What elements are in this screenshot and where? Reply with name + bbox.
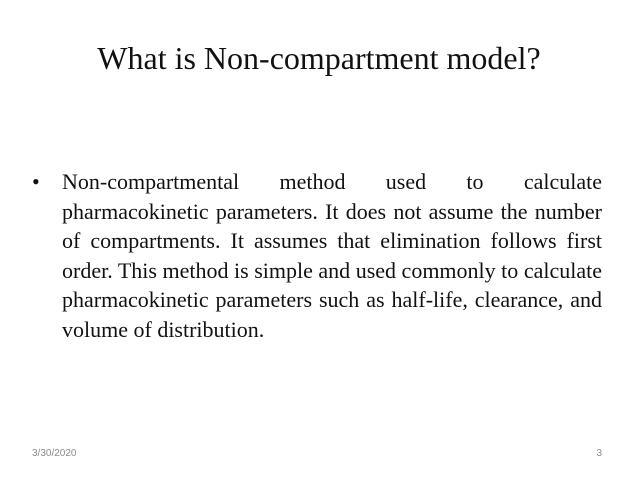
slide-title: What is Non-compartment model? — [97, 40, 541, 76]
slide-body — [32, 167, 602, 344]
footer-page-number: 3 — [596, 448, 602, 459]
bullet-icon: • — [32, 169, 40, 194]
bullet-item — [32, 167, 602, 344]
footer-date: 3/30/2020 — [32, 448, 77, 459]
bullet-text: Non-compartmental method used to calculate pharmacokinetic parameters. It does not assume the number of compartments. It assumes that elimination follows first order. This method is simple and used commonly to calculate pharmacokinetic parameters such as half-life, clearance, and volume of distribution. — [62, 169, 602, 342]
